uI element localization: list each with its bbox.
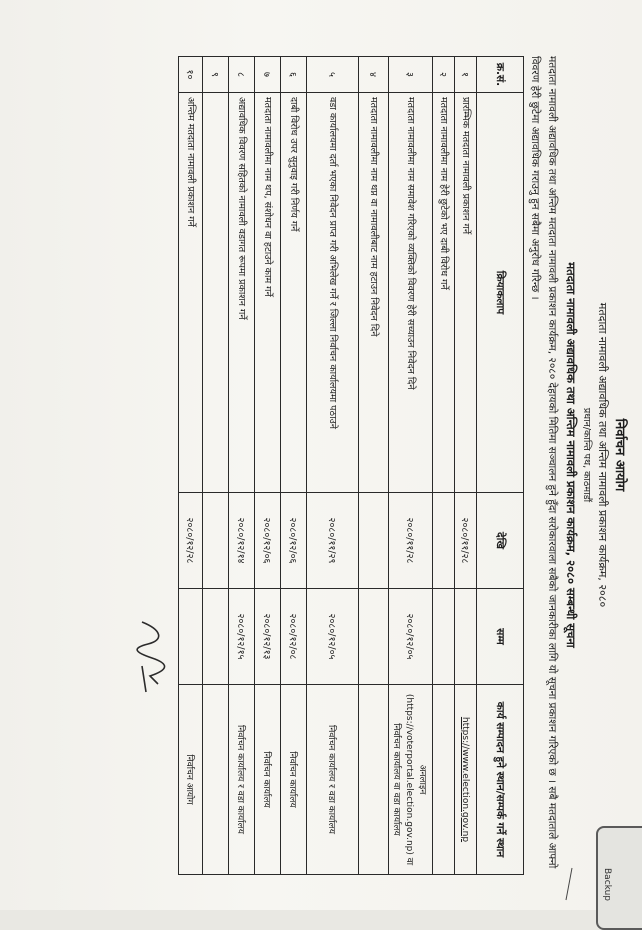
cell-activity: अद्यावधिक विवरण सहितको नामावली वडागत रूपमा प्रकाशन गर्ने xyxy=(229,93,255,493)
cell-date-from: २०८०/१२/०६ xyxy=(281,493,307,589)
cell-sn: ५ xyxy=(307,57,359,93)
cell-place: निर्वाचन कार्यालय र वडा कार्यालय xyxy=(307,685,359,875)
cell-date-from: २०८०/११/२८ xyxy=(389,493,433,589)
cell-date-from: २०८०/११/२८ xyxy=(455,493,477,589)
cell-date-to: २०८०/१२/१५ xyxy=(229,589,255,685)
cell-place: निर्वाचन कार्यालय xyxy=(255,685,281,875)
office-address: प्रधान/कान्ति पथ, काठमाडौं xyxy=(581,407,592,503)
cell-sn: ४ xyxy=(359,57,389,93)
col-header-date-to: सम्म xyxy=(477,589,524,685)
cell-date-from: २०८०/१२/१४ xyxy=(229,493,255,589)
cell-place: निर्वाचन आयोग xyxy=(179,685,203,875)
device-label: Backup xyxy=(602,868,612,901)
cell-sn: ९ xyxy=(203,57,229,93)
cell-sn: २ xyxy=(433,57,455,93)
cell-date-to: २०८०/१२/०५ xyxy=(307,589,359,685)
document-subtitle: मतदाता नामावली अद्यावधिक तथा अन्तिम नामावली प्रकाशन कार्यक्रम, २०८० xyxy=(596,302,609,608)
cell-activity: अन्तिम मतदाता नामावली प्रकाशन गर्ने xyxy=(179,93,203,493)
cell-date-to: २०८०/१२/१३ xyxy=(255,589,281,685)
cell-activity: वडा कार्यालयमा दर्ता भएका निवेदन प्राप्त गरी अभिलेख गर्ने र जिल्ला निर्वाचन कार्यालयमा पठाउने xyxy=(307,93,359,493)
cell-sn: ८ xyxy=(229,57,255,93)
col-header-date-from: देखि xyxy=(477,493,524,589)
org-name: निर्वाचन आयोग xyxy=(612,418,627,492)
col-header-sn: क्र.सं. xyxy=(477,57,524,93)
cell-activity: मतदाता नामावलीमा नाम थप्न वा नामावलीबाट नाम हटाउन निवेदन दिने xyxy=(359,93,389,493)
cell-sn: ७ xyxy=(255,57,281,93)
cell-place: निर्वाचन कार्यालय xyxy=(281,685,307,875)
col-header-activity: क्रियाकलाप xyxy=(477,93,524,493)
cell-sn: ३ xyxy=(389,57,433,93)
cell-activity: प्रारम्भिक मतदाता नामावली प्रकाशन गर्ने xyxy=(455,93,477,493)
cell-place: अनलाइन (https://voterportal.election.gov.np) वा निर्वाचन कार्यालय वा वडा कार्यालय xyxy=(389,685,433,875)
cell-place: निर्वाचन कार्यालय र वडा कार्यालय xyxy=(229,685,255,875)
notice-title: मतदाता नामावली अद्यावधिक तथा अन्तिम नामावली प्रकाशन कार्यक्रम, २०८० सम्बन्धी सूचना xyxy=(564,262,578,648)
cell-date-to: २०८०/१२/०८ xyxy=(281,589,307,685)
cell-sn: १ xyxy=(455,57,477,93)
cell-sn: ६ xyxy=(281,57,307,93)
col-header-place: कार्य सम्पादन हुने स्थान/सम्पर्क गर्ने स्थान xyxy=(477,685,524,875)
cell-place[interactable]: https://www.election.gov.np xyxy=(455,685,477,875)
cell-sn: १० xyxy=(179,57,203,93)
cell-activity: मतदाता नामावलीमा नाम थप, संशोधन वा हटाउने काम गर्ने xyxy=(255,93,281,493)
cell-activity: मतदाता नामावलीमा नाम समावेश गरिएको व्यक्तिको विवरण हेरी सच्याउन निवेदन दिने xyxy=(389,93,433,493)
cell-activity: दाबी विरोध उपर सुनुवाइ गरी निर्णय गर्ने xyxy=(281,93,307,493)
cell-date-from: २०८०/१२/२८ xyxy=(179,493,203,589)
cell-activity: मतदाता नामावलीमा नाम हेरी छुटेको भए दाबी विरोध गर्ने xyxy=(433,93,455,493)
cell-date-to: २०८०/१२/०५ xyxy=(389,589,433,685)
cell-date-from: २०८०/१२/०६ xyxy=(255,493,281,589)
cell-date-from: २०८०/११/२९ xyxy=(307,493,359,589)
intro-paragraph: मतदाता नामावली अद्यावधिक तथा अन्तिम मतदाता नामावली प्रकाशन कार्यक्रम, २०८० देहायको मितिमा सञ्चालन हुने हुँदा सरोकारवाला सबैको जानकारीका लागि यो सूचना प्रकाशन गरिएको छ । सबै मतदाताले आफ्नो विवरण हेरी छुटेमा अद्यावधिक गराउनु हुन सबैमा अनुरोध गरिन्छ । xyxy=(529,56,558,869)
